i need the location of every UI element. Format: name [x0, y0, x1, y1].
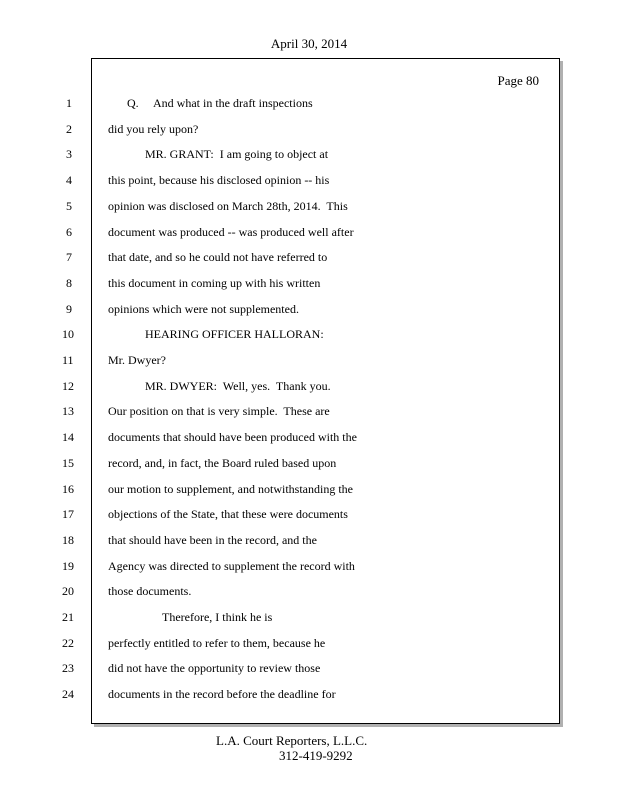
line-number: 12 [62, 379, 74, 393]
line-number: 3 [66, 147, 72, 161]
transcript-line: perfectly entitled to refer to them, because he [108, 636, 326, 650]
transcript-line: this document in coming up with his written [108, 276, 321, 290]
page-number: Page 80 [497, 73, 539, 88]
transcript-line: Q. And what in the draft inspections [127, 96, 313, 110]
line-number: 8 [66, 276, 72, 290]
transcript-line: documents in the record before the deadline for [108, 687, 336, 701]
line-number: 2 [66, 122, 72, 136]
transcript-line: HEARING OFFICER HALLORAN: [145, 327, 324, 341]
footer-phone: 312-419-9292 [279, 748, 353, 763]
line-number: 24 [62, 687, 74, 701]
transcript-line: Therefore, I think he is [162, 610, 273, 624]
line-number: 17 [62, 507, 74, 521]
line-number: 18 [62, 533, 74, 547]
transcript-line: did not have the opportunity to review those [108, 661, 321, 675]
header-date: April 30, 2014 [270, 36, 348, 51]
transcript-line: did you rely upon? [108, 122, 199, 136]
footer-company: L.A. Court Reporters, L.L.C. [216, 733, 368, 748]
transcript-line: Our position on that is very simple. These are [108, 404, 330, 418]
line-number: 16 [62, 482, 74, 496]
line-number: 10 [62, 327, 74, 341]
line-number: 5 [66, 199, 72, 213]
line-number: 9 [66, 302, 72, 316]
transcript-line: this point, because his disclosed opinion -- his [108, 173, 330, 187]
transcript-line: those documents. [108, 584, 192, 598]
line-number: 22 [62, 636, 74, 650]
line-number: 6 [66, 225, 72, 239]
line-number: 13 [62, 404, 74, 418]
transcript-line: our motion to supplement, and notwithstanding the [108, 482, 353, 496]
line-number: 14 [62, 430, 74, 444]
transcript-line: objections of the State, that these were documents [108, 507, 348, 521]
transcript-line: that should have been in the record, and the [108, 533, 317, 547]
line-number: 1 [66, 96, 72, 110]
transcript-line: opinions which were not supplemented. [108, 302, 299, 316]
transcript-line: Mr. Dwyer? [108, 353, 166, 367]
transcript-line: MR. DWYER: Well, yes. Thank you. [145, 379, 331, 393]
line-number: 4 [66, 173, 72, 187]
line-number: 21 [62, 610, 74, 624]
line-number: 23 [62, 661, 74, 675]
line-number: 7 [66, 250, 72, 264]
line-number: 19 [62, 559, 74, 573]
transcript-line: MR. GRANT: I am going to object at [145, 147, 329, 161]
transcript-line: record, and, in fact, the Board ruled based upon [108, 456, 337, 470]
transcript-line: documents that should have been produced with the [108, 430, 357, 444]
transcript-line: Agency was directed to supplement the record with [108, 559, 355, 573]
transcript-line: opinion was disclosed on March 28th, 2014. This [108, 199, 348, 213]
line-number: 15 [62, 456, 74, 470]
transcript-line: that date, and so he could not have referred to [108, 250, 328, 264]
line-number: 11 [62, 353, 74, 367]
transcript-line: document was produced -- was produced well after [108, 225, 354, 239]
line-number: 20 [62, 584, 74, 598]
